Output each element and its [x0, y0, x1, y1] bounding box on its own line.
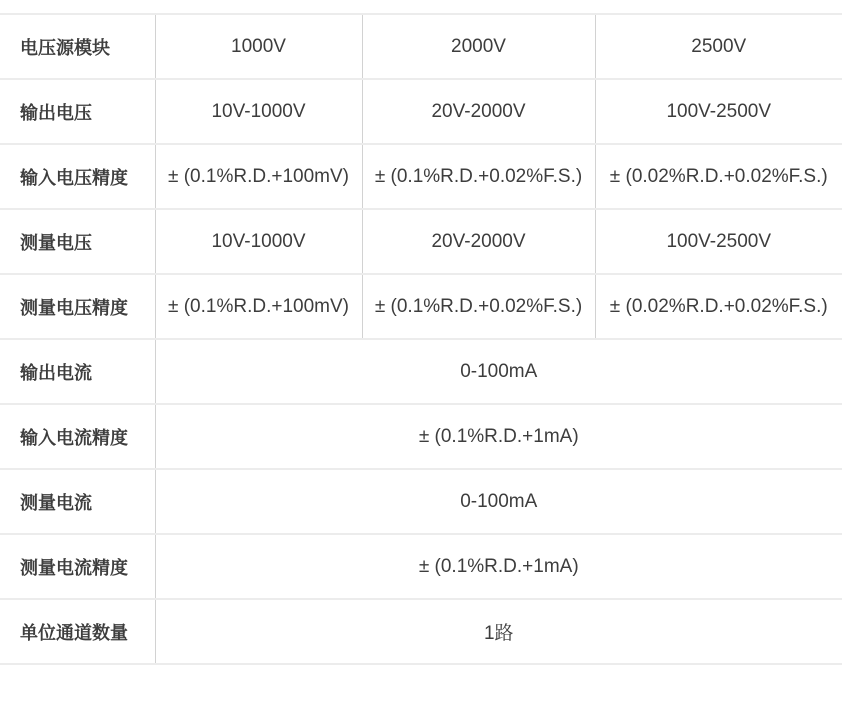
spec-row-input-voltage-accuracy	[0, 144, 842, 209]
spec-value: ± (0.1%R.D.+1mA)	[155, 404, 842, 469]
spec-value: 0-100mA	[155, 339, 842, 404]
spec-label: 输出电压	[0, 79, 155, 144]
spec-value: 20V-2000V	[362, 209, 595, 274]
spec-value: ± (0.1%R.D.+100mV)	[155, 274, 362, 339]
spec-row-output-voltage	[0, 79, 842, 144]
spec-value: 100V-2500V	[595, 209, 842, 274]
spec-label: 电压源模块	[0, 14, 155, 79]
spec-row-channel-count	[0, 599, 842, 664]
spec-value: ± (0.02%R.D.+0.02%F.S.)	[595, 274, 842, 339]
spec-row-measure-current	[0, 469, 842, 534]
spec-label: 测量电流精度	[0, 534, 155, 599]
spec-value: 20V-2000V	[362, 79, 595, 144]
spec-value: ± (0.1%R.D.+100mV)	[155, 144, 362, 209]
spec-label: 输入电流精度	[0, 404, 155, 469]
spec-label: 测量电流	[0, 469, 155, 534]
spec-label: 测量电压精度	[0, 274, 155, 339]
spec-row-input-current-accuracy	[0, 404, 842, 469]
spec-value: 10V-1000V	[155, 79, 362, 144]
spec-value: 2500V	[595, 14, 842, 79]
spec-value: 100V-2500V	[595, 79, 842, 144]
spec-value: 2000V	[362, 14, 595, 79]
spec-value: ± (0.02%R.D.+0.02%F.S.)	[595, 144, 842, 209]
spec-value: 0-100mA	[155, 469, 842, 534]
spec-value: ± (0.1%R.D.+0.02%F.S.)	[362, 274, 595, 339]
spec-value: 1000V	[155, 14, 362, 79]
spec-label: 输入电压精度	[0, 144, 155, 209]
spec-label: 输出电流	[0, 339, 155, 404]
spec-value: 1路	[155, 599, 842, 664]
spec-value: ± (0.1%R.D.+1mA)	[155, 534, 842, 599]
spec-label: 测量电压	[0, 209, 155, 274]
spec-row-measure-voltage-accuracy	[0, 274, 842, 339]
spec-label: 单位通道数量	[0, 599, 155, 664]
spec-value: 10V-1000V	[155, 209, 362, 274]
spec-row-measure-voltage	[0, 209, 842, 274]
spec-row-measure-current-accuracy	[0, 534, 842, 599]
voltage-source-spec-table	[0, 13, 842, 665]
spec-row-output-current	[0, 339, 842, 404]
spec-row-module	[0, 14, 842, 79]
spec-value: ± (0.1%R.D.+0.02%F.S.)	[362, 144, 595, 209]
